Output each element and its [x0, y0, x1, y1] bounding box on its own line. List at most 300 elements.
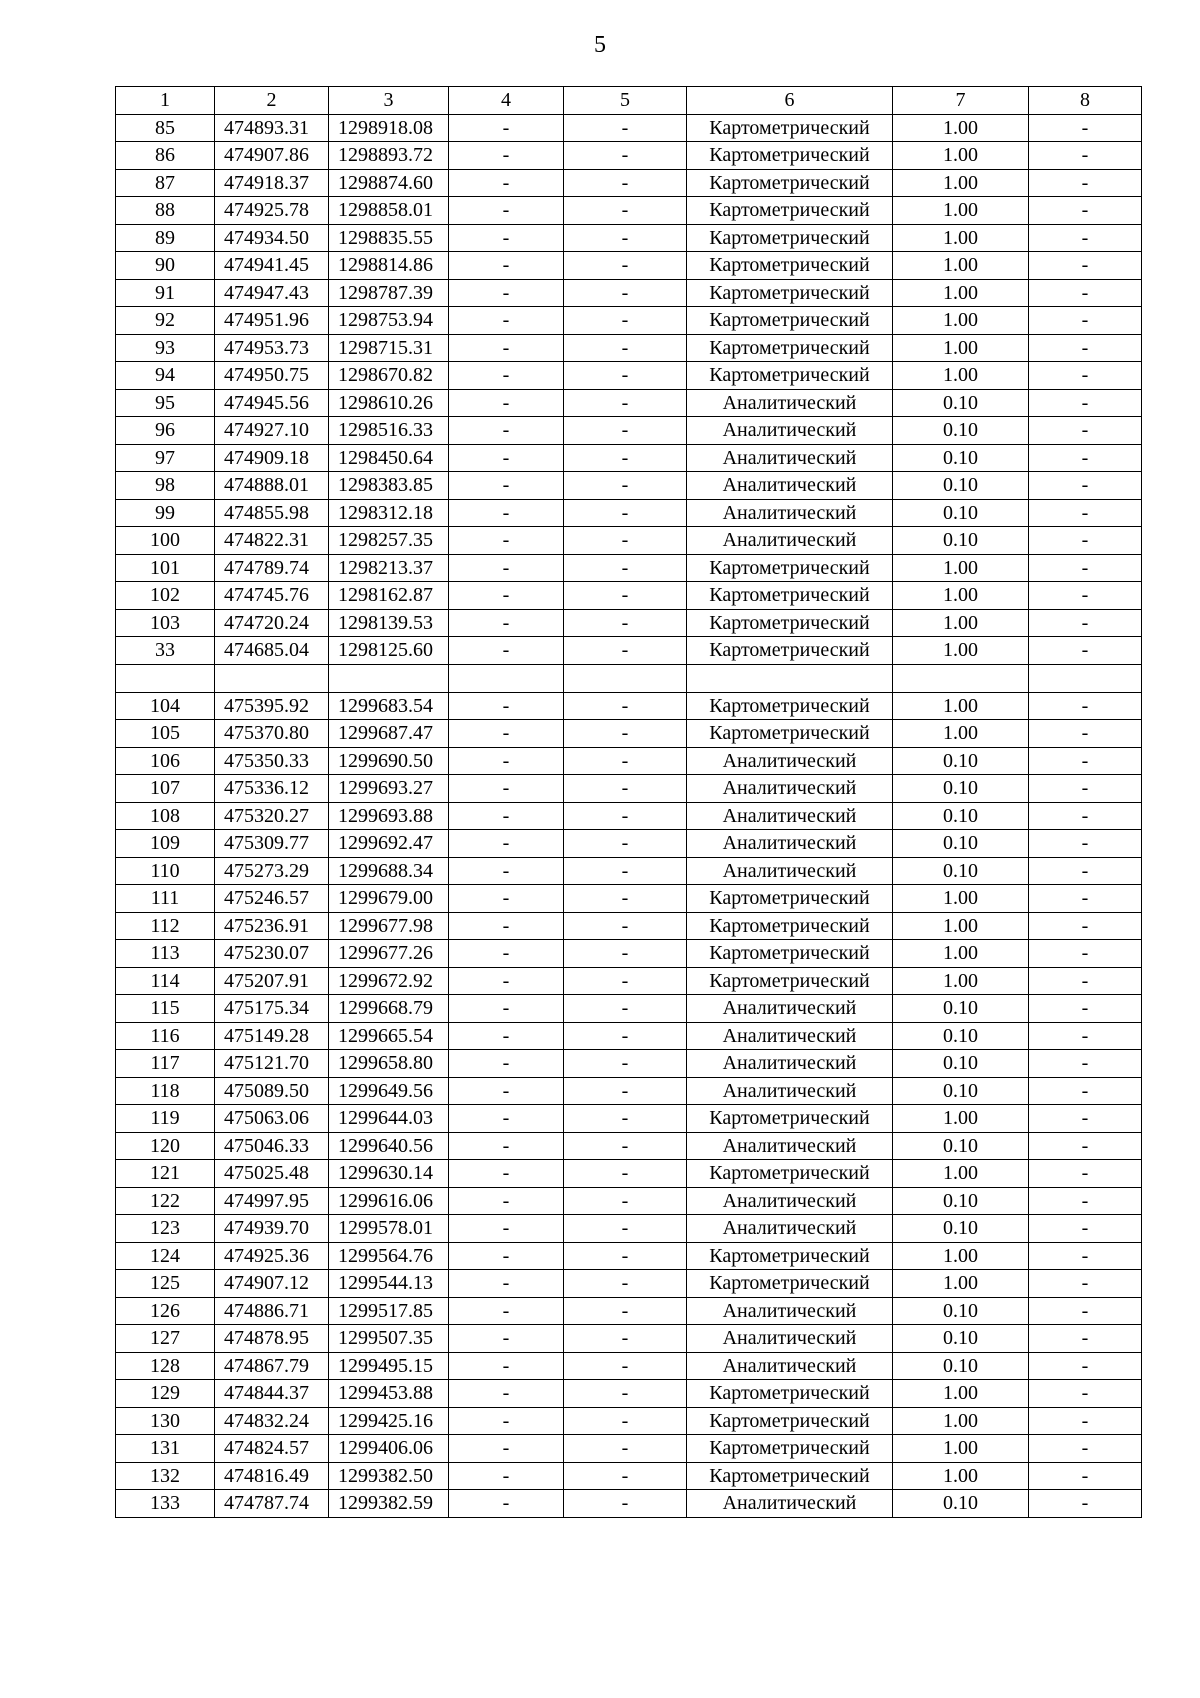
- table-row: [116, 885, 1142, 913]
- point-number-cell: 102: [116, 582, 215, 610]
- column-4-cell: -: [449, 1050, 564, 1078]
- method-cell: Картометрический: [687, 197, 893, 225]
- y-coordinate-cell: 1299425.16: [329, 1407, 449, 1435]
- accuracy-cell: 0.10: [893, 995, 1029, 1023]
- accuracy-cell: 1.00: [893, 1380, 1029, 1408]
- column-5-cell: -: [564, 1462, 687, 1490]
- column-8-cell: -: [1029, 307, 1142, 335]
- method-cell: Картометрический: [687, 142, 893, 170]
- x-coordinate-cell: 475350.33: [215, 747, 329, 775]
- column-5-cell: -: [564, 1297, 687, 1325]
- method-cell: Аналитический: [687, 1490, 893, 1518]
- table-row: [116, 857, 1142, 885]
- accuracy-cell: 0.10: [893, 1215, 1029, 1243]
- accuracy-cell: 0.10: [893, 389, 1029, 417]
- y-coordinate-cell: 1298610.26: [329, 389, 449, 417]
- column-8-cell: -: [1029, 1132, 1142, 1160]
- column-5-cell: -: [564, 940, 687, 968]
- point-number-cell: 120: [116, 1132, 215, 1160]
- method-cell: Картометрический: [687, 169, 893, 197]
- x-coordinate-cell: 474927.10: [215, 417, 329, 445]
- point-number-cell: 88: [116, 197, 215, 225]
- x-coordinate-cell: 474886.71: [215, 1297, 329, 1325]
- column-4-cell: -: [449, 1132, 564, 1160]
- point-number-cell: 112: [116, 912, 215, 940]
- column-5-cell: [564, 664, 687, 692]
- y-coordinate-cell: 1299495.15: [329, 1352, 449, 1380]
- table-row: [116, 307, 1142, 335]
- column-5-cell: -: [564, 1435, 687, 1463]
- column-8-cell: -: [1029, 775, 1142, 803]
- y-coordinate-cell: 1298753.94: [329, 307, 449, 335]
- point-number-cell: 104: [116, 692, 215, 720]
- accuracy-cell: 1.00: [893, 1462, 1029, 1490]
- column-8-cell: -: [1029, 362, 1142, 390]
- column-5-cell: -: [564, 444, 687, 472]
- x-coordinate-cell: 474878.95: [215, 1325, 329, 1353]
- x-coordinate-cell: 474909.18: [215, 444, 329, 472]
- column-4-cell: -: [449, 499, 564, 527]
- column-8-cell: -: [1029, 1407, 1142, 1435]
- table-row: [116, 444, 1142, 472]
- method-cell: Аналитический: [687, 389, 893, 417]
- column-4-cell: -: [449, 857, 564, 885]
- point-number-cell: 128: [116, 1352, 215, 1380]
- y-coordinate-cell: 1299690.50: [329, 747, 449, 775]
- x-coordinate-cell: 474934.50: [215, 224, 329, 252]
- method-cell: Картометрический: [687, 637, 893, 665]
- column-8-cell: -: [1029, 444, 1142, 472]
- y-coordinate-cell: 1299640.56: [329, 1132, 449, 1160]
- column-8-cell: -: [1029, 472, 1142, 500]
- method-cell: Аналитический: [687, 747, 893, 775]
- point-number-cell: 87: [116, 169, 215, 197]
- table-row: [116, 114, 1142, 142]
- accuracy-cell: 1.00: [893, 1160, 1029, 1188]
- accuracy-cell: 1.00: [893, 967, 1029, 995]
- y-coordinate-cell: 1298162.87: [329, 582, 449, 610]
- x-coordinate-cell: 474947.43: [215, 279, 329, 307]
- column-5-cell: -: [564, 554, 687, 582]
- method-cell: Аналитический: [687, 1187, 893, 1215]
- column-4-cell: -: [449, 554, 564, 582]
- table-row: [116, 1380, 1142, 1408]
- x-coordinate-cell: 475309.77: [215, 830, 329, 858]
- column-5-cell: -: [564, 1022, 687, 1050]
- table-row: [116, 1215, 1142, 1243]
- column-8-cell: -: [1029, 114, 1142, 142]
- column-8-cell: -: [1029, 582, 1142, 610]
- method-cell: Аналитический: [687, 1215, 893, 1243]
- y-coordinate-cell: 1299644.03: [329, 1105, 449, 1133]
- method-cell: Картометрический: [687, 279, 893, 307]
- y-coordinate-cell: 1299668.79: [329, 995, 449, 1023]
- table-row: [116, 1187, 1142, 1215]
- y-coordinate-cell: 1299578.01: [329, 1215, 449, 1243]
- method-cell: Картометрический: [687, 1270, 893, 1298]
- column-5-cell: -: [564, 334, 687, 362]
- header-cell: 7: [893, 87, 1029, 115]
- column-4-cell: -: [449, 912, 564, 940]
- point-number-cell: [116, 664, 215, 692]
- accuracy-cell: 1.00: [893, 142, 1029, 170]
- column-4-cell: -: [449, 885, 564, 913]
- accuracy-cell: 1.00: [893, 637, 1029, 665]
- column-4-cell: -: [449, 1160, 564, 1188]
- y-coordinate-cell: 1298257.35: [329, 527, 449, 555]
- column-5-cell: -: [564, 252, 687, 280]
- x-coordinate-cell: 474789.74: [215, 554, 329, 582]
- column-4-cell: -: [449, 1297, 564, 1325]
- x-coordinate-cell: 474925.78: [215, 197, 329, 225]
- accuracy-cell: 0.10: [893, 1132, 1029, 1160]
- table-row: [116, 1270, 1142, 1298]
- column-8-cell: -: [1029, 417, 1142, 445]
- method-cell: Картометрический: [687, 307, 893, 335]
- point-number-cell: 130: [116, 1407, 215, 1435]
- method-cell: Аналитический: [687, 417, 893, 445]
- x-coordinate-cell: 475025.48: [215, 1160, 329, 1188]
- header-cell: 8: [1029, 87, 1142, 115]
- method-cell: Картометрический: [687, 224, 893, 252]
- x-coordinate-cell: 474787.74: [215, 1490, 329, 1518]
- header-cell: 1: [116, 87, 215, 115]
- column-8-cell: -: [1029, 692, 1142, 720]
- y-coordinate-cell: 1299616.06: [329, 1187, 449, 1215]
- accuracy-cell: 1.00: [893, 1407, 1029, 1435]
- column-5-cell: -: [564, 830, 687, 858]
- method-cell: Аналитический: [687, 857, 893, 885]
- point-number-cell: 129: [116, 1380, 215, 1408]
- table-row: [116, 224, 1142, 252]
- column-8-cell: -: [1029, 1160, 1142, 1188]
- point-number-cell: 118: [116, 1077, 215, 1105]
- table-row: [116, 1297, 1142, 1325]
- method-cell: Картометрический: [687, 967, 893, 995]
- table-row: [116, 142, 1142, 170]
- table-row: [116, 802, 1142, 830]
- table-row: [116, 1242, 1142, 1270]
- column-8-cell: -: [1029, 554, 1142, 582]
- method-cell: Картометрический: [687, 912, 893, 940]
- column-5-cell: -: [564, 885, 687, 913]
- column-4-cell: -: [449, 775, 564, 803]
- column-5-cell: -: [564, 1380, 687, 1408]
- column-4-cell: -: [449, 940, 564, 968]
- x-coordinate-cell: 474953.73: [215, 334, 329, 362]
- column-5-cell: -: [564, 1160, 687, 1188]
- header-row: [116, 87, 1142, 115]
- column-5-cell: -: [564, 1325, 687, 1353]
- table-row: [116, 1325, 1142, 1353]
- method-cell: Картометрический: [687, 554, 893, 582]
- column-5-cell: -: [564, 389, 687, 417]
- y-coordinate-cell: 1299517.85: [329, 1297, 449, 1325]
- accuracy-cell: 0.10: [893, 1022, 1029, 1050]
- x-coordinate-cell: 474951.96: [215, 307, 329, 335]
- y-coordinate-cell: 1299665.54: [329, 1022, 449, 1050]
- coordinates-table: [115, 86, 1142, 1518]
- column-5-cell: -: [564, 1187, 687, 1215]
- point-number-cell: 122: [116, 1187, 215, 1215]
- column-4-cell: -: [449, 334, 564, 362]
- accuracy-cell: 0.10: [893, 775, 1029, 803]
- point-number-cell: 126: [116, 1297, 215, 1325]
- x-coordinate-cell: 474745.76: [215, 582, 329, 610]
- x-coordinate-cell: 474824.57: [215, 1435, 329, 1463]
- x-coordinate-cell: 475063.06: [215, 1105, 329, 1133]
- table-row: [116, 637, 1142, 665]
- y-coordinate-cell: 1298715.31: [329, 334, 449, 362]
- column-5-cell: -: [564, 1490, 687, 1518]
- point-number-cell: 94: [116, 362, 215, 390]
- x-coordinate-cell: 474855.98: [215, 499, 329, 527]
- table-row: [116, 389, 1142, 417]
- x-coordinate-cell: 475046.33: [215, 1132, 329, 1160]
- x-coordinate-cell: 474918.37: [215, 169, 329, 197]
- column-8-cell: -: [1029, 499, 1142, 527]
- method-cell: Картометрический: [687, 1380, 893, 1408]
- table-row: [116, 527, 1142, 555]
- accuracy-cell: 1.00: [893, 912, 1029, 940]
- x-coordinate-cell: 475230.07: [215, 940, 329, 968]
- page-number: 5: [594, 32, 606, 58]
- point-number-cell: 108: [116, 802, 215, 830]
- x-coordinate-cell: 474950.75: [215, 362, 329, 390]
- table-row: [116, 1105, 1142, 1133]
- column-5-cell: -: [564, 802, 687, 830]
- method-cell: Картометрический: [687, 362, 893, 390]
- accuracy-cell: 1.00: [893, 582, 1029, 610]
- column-8-cell: -: [1029, 857, 1142, 885]
- column-8-cell: -: [1029, 1352, 1142, 1380]
- point-number-cell: 106: [116, 747, 215, 775]
- y-coordinate-cell: 1299693.27: [329, 775, 449, 803]
- column-8-cell: -: [1029, 1105, 1142, 1133]
- column-5-cell: -: [564, 169, 687, 197]
- column-4-cell: -: [449, 417, 564, 445]
- x-coordinate-cell: 474893.31: [215, 114, 329, 142]
- accuracy-cell: 1.00: [893, 1105, 1029, 1133]
- point-number-cell: 86: [116, 142, 215, 170]
- y-coordinate-cell: 1299677.26: [329, 940, 449, 968]
- column-5-cell: -: [564, 142, 687, 170]
- x-coordinate-cell: 474997.95: [215, 1187, 329, 1215]
- header-cell: 3: [329, 87, 449, 115]
- method-cell: Картометрический: [687, 1462, 893, 1490]
- method-cell: Картометрический: [687, 720, 893, 748]
- table-row: [116, 1077, 1142, 1105]
- accuracy-cell: 1.00: [893, 885, 1029, 913]
- point-number-cell: 92: [116, 307, 215, 335]
- method-cell: Аналитический: [687, 1297, 893, 1325]
- column-8-cell: -: [1029, 224, 1142, 252]
- accuracy-cell: 0.10: [893, 1077, 1029, 1105]
- point-number-cell: 121: [116, 1160, 215, 1188]
- x-coordinate-cell: 474720.24: [215, 609, 329, 637]
- accuracy-cell: 1.00: [893, 609, 1029, 637]
- column-5-cell: -: [564, 499, 687, 527]
- y-coordinate-cell: 1299382.50: [329, 1462, 449, 1490]
- column-8-cell: -: [1029, 527, 1142, 555]
- column-8-cell: -: [1029, 747, 1142, 775]
- x-coordinate-cell: 475246.57: [215, 885, 329, 913]
- x-coordinate-cell: 475395.92: [215, 692, 329, 720]
- column-4-cell: -: [449, 609, 564, 637]
- y-coordinate-cell: 1299453.88: [329, 1380, 449, 1408]
- y-coordinate-cell: 1298893.72: [329, 142, 449, 170]
- column-4-cell: -: [449, 967, 564, 995]
- column-8-cell: -: [1029, 802, 1142, 830]
- method-cell: Картометрический: [687, 114, 893, 142]
- table-row: [116, 1462, 1142, 1490]
- column-4-cell: -: [449, 1215, 564, 1243]
- y-coordinate-cell: [329, 664, 449, 692]
- accuracy-cell: 1.00: [893, 197, 1029, 225]
- column-8-cell: -: [1029, 720, 1142, 748]
- accuracy-cell: 0.10: [893, 527, 1029, 555]
- point-number-cell: 91: [116, 279, 215, 307]
- accuracy-cell: 0.10: [893, 1050, 1029, 1078]
- column-8-cell: -: [1029, 1270, 1142, 1298]
- x-coordinate-cell: 475236.91: [215, 912, 329, 940]
- method-cell: Аналитический: [687, 1352, 893, 1380]
- x-coordinate-cell: [215, 664, 329, 692]
- column-4-cell: -: [449, 1187, 564, 1215]
- column-5-cell: -: [564, 1270, 687, 1298]
- accuracy-cell: 0.10: [893, 1325, 1029, 1353]
- accuracy-cell: 1.00: [893, 252, 1029, 280]
- y-coordinate-cell: 1298670.82: [329, 362, 449, 390]
- method-cell: Аналитический: [687, 472, 893, 500]
- y-coordinate-cell: 1298450.64: [329, 444, 449, 472]
- method-cell: Аналитический: [687, 1050, 893, 1078]
- column-8-cell: -: [1029, 1187, 1142, 1215]
- table-row: [116, 747, 1142, 775]
- column-8-cell: -: [1029, 1325, 1142, 1353]
- accuracy-cell: 1.00: [893, 307, 1029, 335]
- accuracy-cell: 1.00: [893, 720, 1029, 748]
- column-4-cell: [449, 664, 564, 692]
- column-8-cell: -: [1029, 197, 1142, 225]
- point-number-cell: 127: [116, 1325, 215, 1353]
- column-8-cell: -: [1029, 334, 1142, 362]
- y-coordinate-cell: 1299406.06: [329, 1435, 449, 1463]
- x-coordinate-cell: 475320.27: [215, 802, 329, 830]
- table-row: [116, 1352, 1142, 1380]
- column-5-cell: -: [564, 637, 687, 665]
- method-cell: Аналитический: [687, 775, 893, 803]
- column-8-cell: -: [1029, 912, 1142, 940]
- point-number-cell: 119: [116, 1105, 215, 1133]
- method-cell: Картометрический: [687, 609, 893, 637]
- method-cell: Аналитический: [687, 802, 893, 830]
- column-5-cell: -: [564, 1132, 687, 1160]
- column-4-cell: -: [449, 995, 564, 1023]
- y-coordinate-cell: 1299658.80: [329, 1050, 449, 1078]
- column-5-cell: -: [564, 1215, 687, 1243]
- y-coordinate-cell: 1298814.86: [329, 252, 449, 280]
- column-8-cell: -: [1029, 1380, 1142, 1408]
- point-number-cell: 89: [116, 224, 215, 252]
- column-8-cell: [1029, 664, 1142, 692]
- column-5-cell: -: [564, 582, 687, 610]
- y-coordinate-cell: 1298312.18: [329, 499, 449, 527]
- table-row: [116, 1160, 1142, 1188]
- y-coordinate-cell: 1299693.88: [329, 802, 449, 830]
- column-5-cell: -: [564, 307, 687, 335]
- column-4-cell: -: [449, 1105, 564, 1133]
- point-number-cell: 131: [116, 1435, 215, 1463]
- x-coordinate-cell: 474939.70: [215, 1215, 329, 1243]
- x-coordinate-cell: 474844.37: [215, 1380, 329, 1408]
- table-row: [116, 995, 1142, 1023]
- column-5-cell: -: [564, 1242, 687, 1270]
- accuracy-cell: 0.10: [893, 472, 1029, 500]
- column-4-cell: -: [449, 1435, 564, 1463]
- y-coordinate-cell: 1299544.13: [329, 1270, 449, 1298]
- accuracy-cell: 0.10: [893, 444, 1029, 472]
- point-number-cell: 107: [116, 775, 215, 803]
- method-cell: Аналитический: [687, 830, 893, 858]
- x-coordinate-cell: 474685.04: [215, 637, 329, 665]
- table-row: [116, 362, 1142, 390]
- accuracy-cell: 0.10: [893, 1352, 1029, 1380]
- table-row: [116, 1407, 1142, 1435]
- accuracy-cell: 0.10: [893, 802, 1029, 830]
- table-row: [116, 169, 1142, 197]
- header-cell: 2: [215, 87, 329, 115]
- column-8-cell: -: [1029, 252, 1142, 280]
- column-8-cell: -: [1029, 1050, 1142, 1078]
- method-cell: Картометрический: [687, 1160, 893, 1188]
- point-number-cell: 96: [116, 417, 215, 445]
- column-4-cell: -: [449, 1462, 564, 1490]
- column-5-cell: -: [564, 967, 687, 995]
- point-number-cell: 132: [116, 1462, 215, 1490]
- column-5-cell: -: [564, 1050, 687, 1078]
- point-number-cell: 101: [116, 554, 215, 582]
- point-number-cell: 90: [116, 252, 215, 280]
- column-5-cell: -: [564, 527, 687, 555]
- table-row: [116, 912, 1142, 940]
- y-coordinate-cell: 1298213.37: [329, 554, 449, 582]
- column-4-cell: -: [449, 1022, 564, 1050]
- table-row: [116, 1050, 1142, 1078]
- method-cell: Картометрический: [687, 1435, 893, 1463]
- column-5-cell: -: [564, 912, 687, 940]
- column-5-cell: -: [564, 857, 687, 885]
- accuracy-cell: 1.00: [893, 114, 1029, 142]
- column-5-cell: -: [564, 224, 687, 252]
- column-4-cell: -: [449, 224, 564, 252]
- table-row: [116, 197, 1142, 225]
- y-coordinate-cell: 1298858.01: [329, 197, 449, 225]
- column-4-cell: -: [449, 114, 564, 142]
- column-5-cell: -: [564, 197, 687, 225]
- column-4-cell: -: [449, 1242, 564, 1270]
- column-8-cell: -: [1029, 1297, 1142, 1325]
- table-row: [116, 830, 1142, 858]
- accuracy-cell: 0.10: [893, 1490, 1029, 1518]
- table-row: [116, 1435, 1142, 1463]
- accuracy-cell: 1.00: [893, 169, 1029, 197]
- column-4-cell: -: [449, 307, 564, 335]
- column-4-cell: -: [449, 692, 564, 720]
- column-8-cell: -: [1029, 967, 1142, 995]
- y-coordinate-cell: 1299507.35: [329, 1325, 449, 1353]
- point-number-cell: 123: [116, 1215, 215, 1243]
